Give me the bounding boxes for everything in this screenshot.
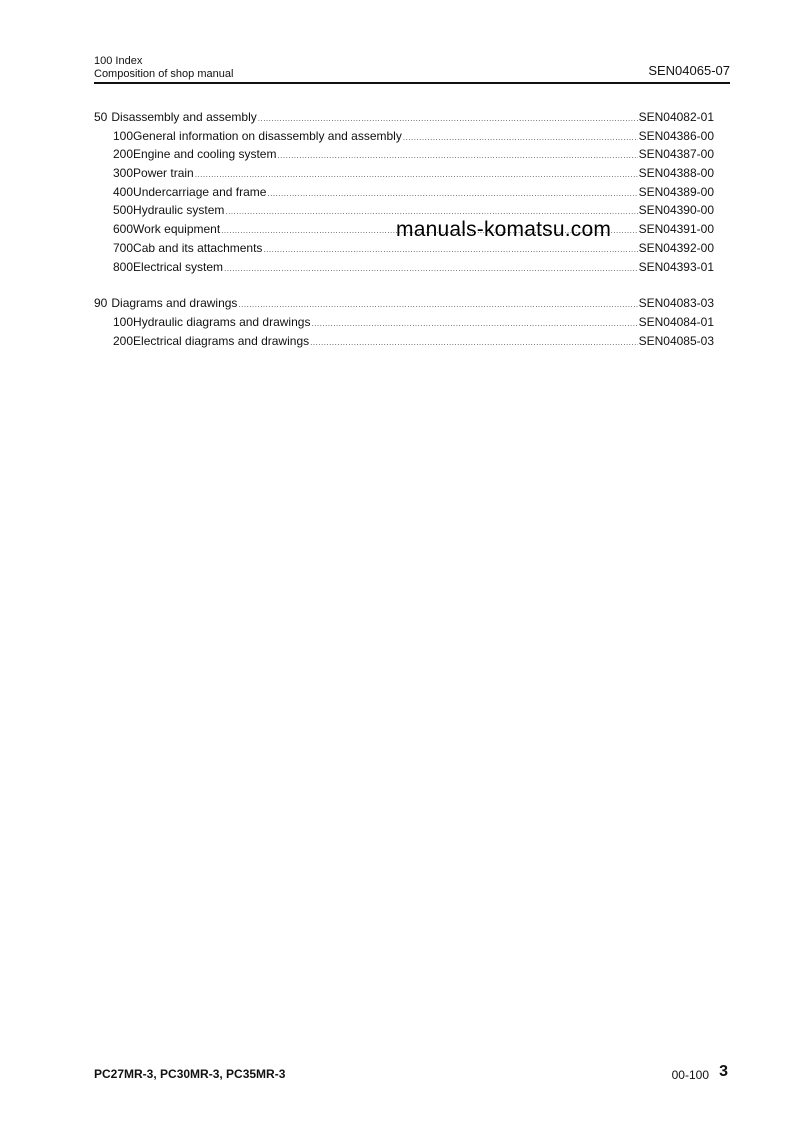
toc-item-number: 200 bbox=[113, 147, 134, 162]
toc-item-code: SEN04391-00 bbox=[638, 222, 714, 237]
toc-item-title: Work equipment bbox=[133, 222, 221, 237]
toc-item-number: 700 bbox=[113, 240, 134, 255]
toc-leader-dots bbox=[311, 319, 637, 328]
toc-item-number: 100 bbox=[113, 314, 134, 329]
toc-item-row[interactable] bbox=[94, 129, 714, 148]
toc-section-title: Diagrams and drawings bbox=[111, 296, 238, 311]
toc-item-title: Undercarriage and frame bbox=[133, 184, 267, 199]
toc-item-row[interactable] bbox=[94, 166, 714, 185]
header-doc-code: SEN04065-07 bbox=[648, 63, 730, 78]
toc-leader-dots bbox=[403, 133, 638, 142]
toc-item-number: 300 bbox=[113, 166, 134, 181]
footer-page-code: 00-100 bbox=[671, 1068, 709, 1082]
toc-item-row[interactable] bbox=[94, 315, 714, 334]
toc-leader-dots bbox=[263, 245, 637, 254]
toc-section-code: SEN04083-03 bbox=[638, 296, 714, 311]
toc-item-title: Power train bbox=[133, 166, 194, 181]
toc-section-title: Disassembly and assembly bbox=[111, 110, 257, 124]
toc-item-number: 400 bbox=[113, 184, 134, 199]
header-section: 100 Index bbox=[94, 55, 143, 67]
toc-section-row[interactable] bbox=[94, 296, 714, 315]
toc-item-title: General information on disassembly and assembly bbox=[133, 128, 402, 143]
toc-item-code: SEN04389-00 bbox=[638, 184, 714, 199]
toc-leader-dots bbox=[195, 170, 638, 179]
toc-section-code: SEN04082-01 bbox=[638, 110, 714, 124]
footer-models: PC27MR-3, PC30MR-3, PC35MR-3 bbox=[94, 1067, 286, 1081]
toc-item-number: 600 bbox=[113, 222, 134, 237]
toc-item-title: Electrical system bbox=[133, 259, 224, 274]
toc-item-title: Hydraulic system bbox=[133, 203, 225, 218]
toc-leader-dots bbox=[267, 189, 637, 198]
toc-section-row[interactable] bbox=[94, 110, 714, 129]
toc-leader-dots bbox=[310, 338, 637, 347]
header-left bbox=[94, 55, 233, 81]
toc-item-row[interactable] bbox=[94, 241, 714, 260]
toc-leader-dots bbox=[238, 300, 637, 309]
toc-item-number: 800 bbox=[113, 259, 134, 274]
toc-leader-dots bbox=[224, 264, 638, 273]
header-rule bbox=[94, 82, 730, 84]
toc-item-code: SEN04085-03 bbox=[638, 333, 714, 348]
toc-item-number: 200 bbox=[113, 333, 134, 348]
toc-item-code: SEN04392-00 bbox=[638, 240, 714, 255]
toc-leader-dots bbox=[277, 151, 637, 160]
toc-leader-dots bbox=[225, 207, 637, 216]
toc-item-code: SEN04393-01 bbox=[638, 259, 714, 274]
footer-page-number: 3 bbox=[719, 1063, 728, 1080]
header-title: Composition of shop manual bbox=[94, 68, 234, 80]
toc-item-code: SEN04084-01 bbox=[638, 314, 714, 329]
toc-item-row[interactable] bbox=[94, 147, 714, 166]
toc-leader-dots bbox=[258, 114, 638, 123]
toc-item-row[interactable] bbox=[94, 334, 714, 353]
toc-item-code: SEN04388-00 bbox=[638, 166, 714, 181]
toc-item-number: 100 bbox=[113, 128, 134, 143]
toc-item-title: Engine and cooling system bbox=[133, 147, 277, 162]
toc-section-number: 90 bbox=[94, 296, 108, 311]
toc-item-code: SEN04386-00 bbox=[638, 128, 714, 143]
toc-item-title: Cab and its attachments bbox=[133, 240, 263, 255]
toc-item-number: 500 bbox=[113, 203, 134, 218]
toc-item-code: SEN04387-00 bbox=[638, 147, 714, 162]
toc-item-row[interactable] bbox=[94, 260, 714, 279]
watermark-text: manuals-komatsu.com bbox=[396, 218, 612, 241]
toc-item-row[interactable] bbox=[94, 185, 714, 204]
toc-item-title: Hydraulic diagrams and drawings bbox=[133, 314, 311, 329]
toc-section-number: 50 bbox=[94, 110, 108, 124]
toc-item-code: SEN04390-00 bbox=[638, 203, 714, 218]
toc-item-title: Electrical diagrams and drawings bbox=[133, 333, 310, 348]
section-spacer bbox=[94, 278, 714, 296]
